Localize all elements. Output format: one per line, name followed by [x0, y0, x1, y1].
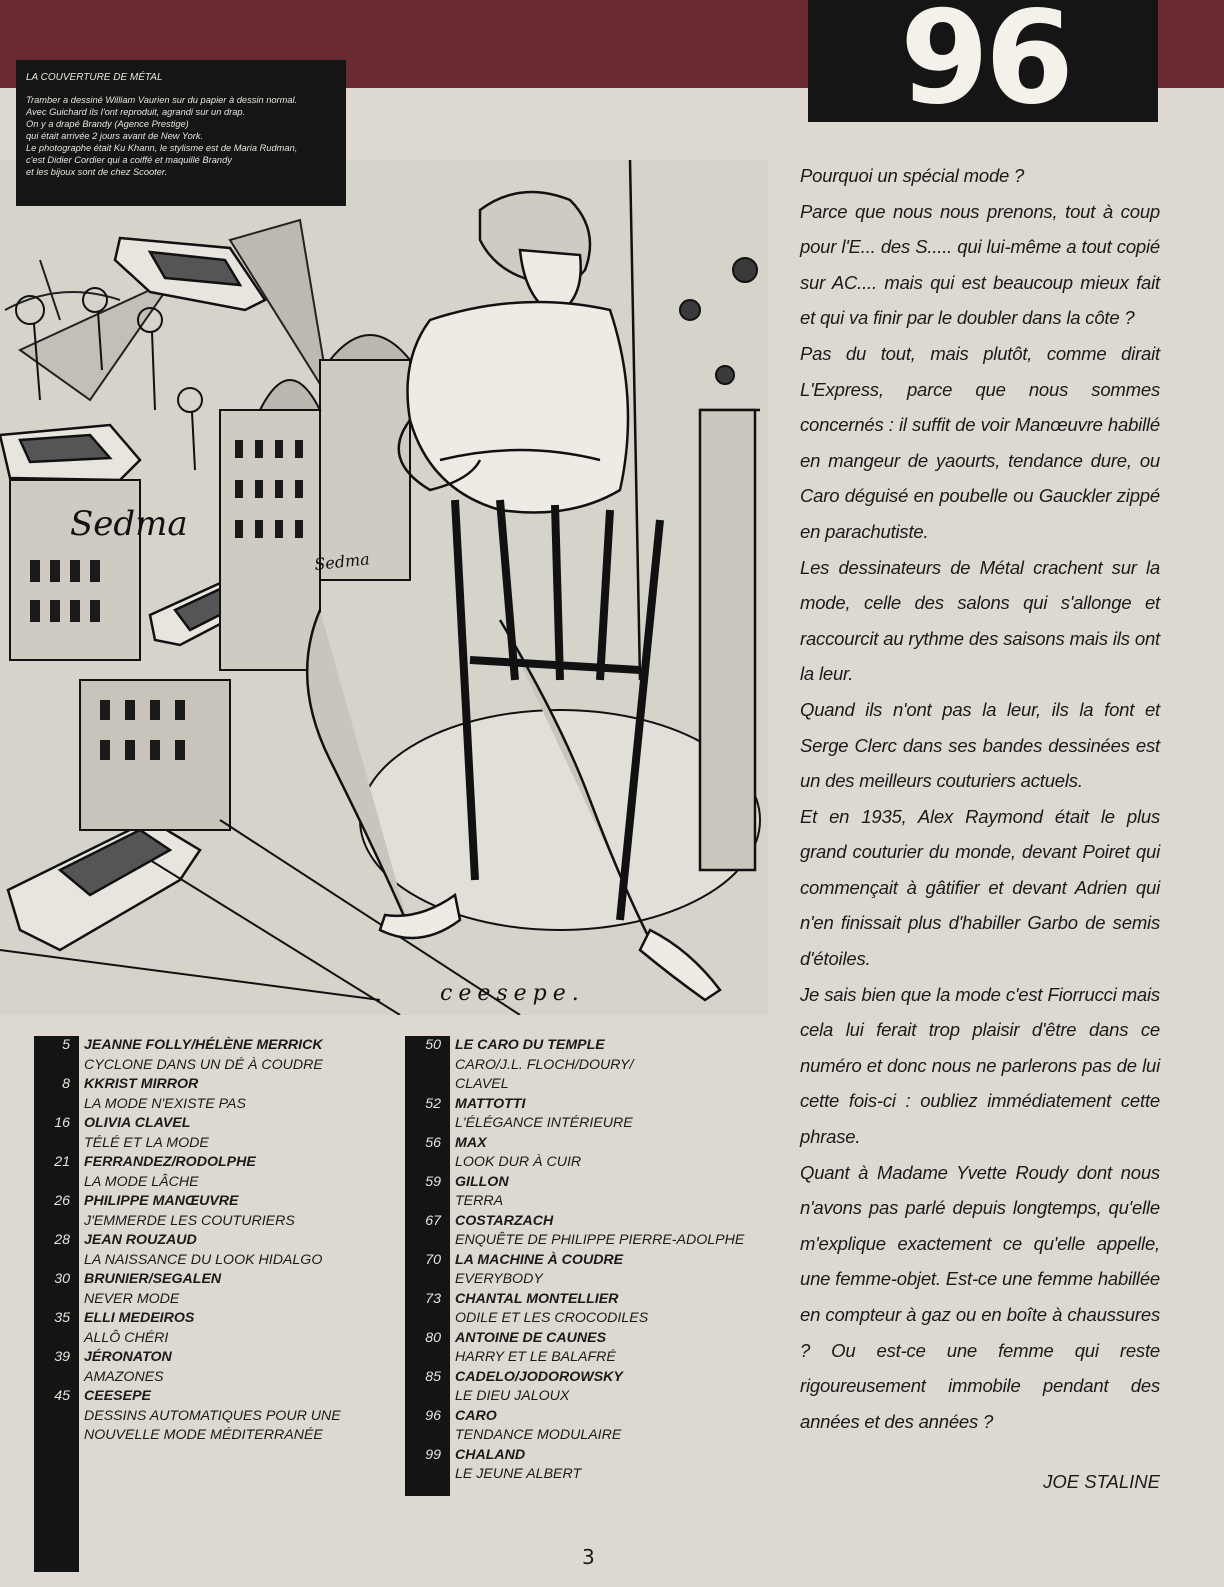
toc-author: GILLON [455, 1173, 509, 1190]
editorial-paragraph: Je sais bien que la mode c'est Fiorrucci mais cela lui ferait trop plaisir d'être dans ce numéro et donc nous ne parlerons pas de lui cette fois-ci : oubliez immédiatement cette phrase. [800, 983, 1160, 1148]
toc-entry [405, 1173, 765, 1212]
toc-author: MAX [455, 1134, 487, 1151]
toc-author: MATTOTTI [455, 1095, 526, 1112]
cover-caption-line: Le photographe était Ku Khann, le stylisme est de Maria Rudman, [26, 143, 298, 153]
toc-page-number: 26 [54, 1193, 70, 1209]
toc-author: FERRANDEZ/RODOLPHE [84, 1154, 256, 1170]
toc-title: LE JEUNE ALBERT [455, 1466, 582, 1482]
toc-author: BRUNIER/SEGALEN [84, 1271, 222, 1287]
editorial-paragraph: Les dessinateurs de Métal crachent sur la mode, celle des salons qui s'allonge et raccourcit au rythme des saisons mais ils ont la leur. [800, 556, 1160, 685]
toc-title: TERRA [455, 1193, 504, 1209]
toc-entry [405, 1446, 765, 1485]
cover-illustration [0, 160, 768, 1015]
toc-entry [405, 1036, 765, 1095]
toc-title: HARRY ET LE BALAFRÉ [455, 1349, 616, 1365]
toc-entry [405, 1290, 765, 1329]
toc-author: JEAN ROUZAUD [84, 1232, 197, 1248]
toc-page-number: 59 [425, 1173, 441, 1190]
toc-author: OLIVIA CLAVEL [84, 1115, 191, 1131]
toc-title: NOUVELLE MODE MÉDITERRANÉE [84, 1427, 323, 1443]
toc-title: J'EMMERDE LES COUTURIERS [84, 1212, 295, 1229]
toc-page-number: 73 [425, 1290, 441, 1307]
toc-page-number: 67 [425, 1212, 441, 1229]
toc-entry [34, 1036, 394, 1075]
toc-author: CARO [455, 1407, 497, 1424]
toc-title: TENDANCE MODULAIRE [455, 1427, 622, 1443]
toc-entry [34, 1387, 394, 1446]
toc-page-number: 80 [425, 1329, 441, 1346]
editorial-paragraph: Parce que nous nous prenons, tout à coup pour l'E... des S..... qui lui-même a tout copié sur AC.... mais qui est beaucoup mieux fait et qui va finir par le doubler dans la côte ? [800, 200, 1160, 329]
toc-title: CLAVEL [455, 1076, 509, 1092]
toc-page-number: 50 [425, 1037, 441, 1053]
toc-author: COSTARZACH [455, 1212, 554, 1229]
toc-page-number: 5 [62, 1037, 70, 1053]
table-of-contents-left [34, 1036, 394, 1446]
cover-caption-line: Tramber a dessiné William Vaurien sur du papier à dessin normal. [26, 95, 298, 105]
toc-page-number: 45 [54, 1388, 70, 1404]
toc-author: JEANNE FOLLY/HÉLÈNE MERRICK [84, 1037, 323, 1053]
toc-author: ELLI MEDEIROS [84, 1310, 195, 1326]
artist-signature: ceesepe. [440, 981, 585, 1006]
cover-caption-line: qui était arrivée 2 jours avant de New York. [26, 131, 204, 141]
toc-page-number: 28 [54, 1232, 70, 1248]
toc-author: JÉRONATON [84, 1349, 172, 1365]
toc-page-number: 16 [54, 1115, 70, 1131]
editorial-paragraph: Quand ils n'ont pas la leur, ils la font et Serge Clerc dans ses bandes dessinées est un des meilleurs couturiers actuels. [800, 698, 1160, 792]
toc-title: LA NAISSANCE DU LOOK HIDALGO [84, 1251, 323, 1268]
table-of-contents-right [405, 1036, 765, 1485]
toc-page-number: 70 [425, 1251, 441, 1268]
editorial-signature: JOE STALINE [1043, 1471, 1160, 1492]
toc-page-number: 35 [54, 1310, 70, 1326]
toc-entry [405, 1251, 765, 1290]
toc-title: LA MODE N'EXISTE PAS [84, 1095, 246, 1112]
toc-author: CHALAND [455, 1446, 526, 1463]
toc-entry [405, 1212, 765, 1251]
toc-entry [34, 1114, 394, 1153]
toc-page-number: 96 [425, 1407, 441, 1424]
toc-title: LE DIEU JALOUX [455, 1388, 570, 1404]
page-number: 3 [582, 1545, 595, 1569]
toc-entry [405, 1095, 765, 1134]
toc-page-number: 39 [54, 1349, 70, 1365]
toc-page-number: 30 [54, 1271, 70, 1287]
toc-entry [34, 1192, 394, 1231]
toc-entry [34, 1153, 394, 1192]
cover-caption-line: c'est Didier Cordier qui a coiffé et maquillé Brandy [26, 155, 232, 165]
toc-title: AMAZONES [84, 1368, 164, 1385]
editorial-paragraph: Pas du tout, mais plutôt, comme dirait L'Express, parce que nous sommes concernés : il suffit de voir Manœuvre habillé en mangeur de yaourts, tendance dure, ou Caro déguisé en poubelle ou Gauckler zippé en parachutiste. [800, 342, 1160, 542]
toc-author: LA MACHINE À COUDRE [455, 1251, 624, 1268]
toc-entry [34, 1231, 394, 1270]
toc-author: PHILIPPE MANŒUVRE [84, 1193, 239, 1209]
toc-title: ENQUÊTE DE PHILIPPE PIERRE-ADOLPHE [455, 1232, 745, 1248]
toc-title: TÉLÉ ET LA MODE [84, 1134, 209, 1151]
toc-page-number: 52 [425, 1095, 441, 1112]
toc-page-number: 8 [62, 1076, 70, 1092]
toc-entry [34, 1270, 394, 1309]
issue-number: 96 [899, 0, 1071, 133]
toc-author: LE CARO DU TEMPLE [455, 1037, 605, 1053]
toc-title: LOOK DUR À CUIR [455, 1154, 582, 1170]
toc-author: KKRIST MIRROR [84, 1076, 199, 1092]
editorial-paragraph: Pourquoi un spécial mode ? [800, 165, 1025, 186]
toc-page-number: 99 [425, 1446, 441, 1463]
toc-entry [34, 1309, 394, 1348]
toc-title: DESSINS AUTOMATIQUES POUR UNE [84, 1407, 341, 1424]
toc-entry [405, 1368, 765, 1407]
toc-title: ODILE ET LES CROCODILES [455, 1310, 649, 1326]
toc-author: CHANTAL MONTELLIER [455, 1290, 619, 1307]
sign-sedma-small: Sedma [313, 549, 371, 574]
toc-author: CADELO/JODOROWSKY [455, 1368, 623, 1385]
toc-title: NEVER MODE [84, 1290, 180, 1307]
toc-title: CYCLONE DANS UN DÉ À COUDRE [84, 1056, 323, 1073]
toc-entry [405, 1407, 765, 1446]
toc-page-number: 21 [54, 1154, 70, 1170]
toc-page-number: 85 [425, 1368, 441, 1385]
sign-sedma: Sedma [70, 504, 188, 544]
toc-entry [405, 1134, 765, 1173]
editorial-text [800, 158, 1160, 1439]
toc-title: CARO/J.L. FLOCH/DOURY/ [455, 1056, 634, 1073]
toc-author: CEESEPE [84, 1388, 152, 1404]
toc-author: ANTOINE DE CAUNES [455, 1329, 607, 1346]
cover-caption-line: et les bijoux sont de chez Scooter. [26, 167, 168, 177]
cover-caption [16, 60, 346, 206]
toc-title: ALLÔ CHÉRI [84, 1329, 169, 1346]
editorial-paragraph: Quant à Madame Yvette Roudy dont nous n'avons pas parlé depuis longtemps, qu'elle m'explique exactement ce qu'elle appelle, une femme-objet. Est-ce une femme habillée en compteur à gaz ou en boîte à chaussures ? Ou est-ce une femme qui reste rigoureusement immobile pendant des années et des années ? [800, 1161, 1160, 1432]
editorial-paragraph: Et en 1935, Alex Raymond était le plus grand couturier du monde, devant Poiret qui commençait à gâtifier et devant Adrien qui n'en finissait plus d'habiller Garbo de semis d'étoiles. [800, 805, 1160, 970]
toc-entry [34, 1075, 394, 1114]
toc-title: LA MODE LÂCHE [84, 1173, 199, 1190]
toc-title: L'ÉLÉGANCE INTÉRIEURE [455, 1115, 633, 1131]
cover-caption-line: Avec Guichard ils l'ont reproduit, agrandi sur un drap. [26, 107, 246, 117]
toc-page-number: 56 [425, 1134, 441, 1151]
toc-entry [405, 1329, 765, 1368]
cover-caption-title: LA COUVERTURE DE MÉTAL [26, 72, 163, 83]
cover-caption-line: On y a drapé Brandy (Agence Prestige) [26, 119, 189, 129]
toc-title: EVERYBODY [455, 1271, 543, 1287]
toc-entry [34, 1348, 394, 1387]
